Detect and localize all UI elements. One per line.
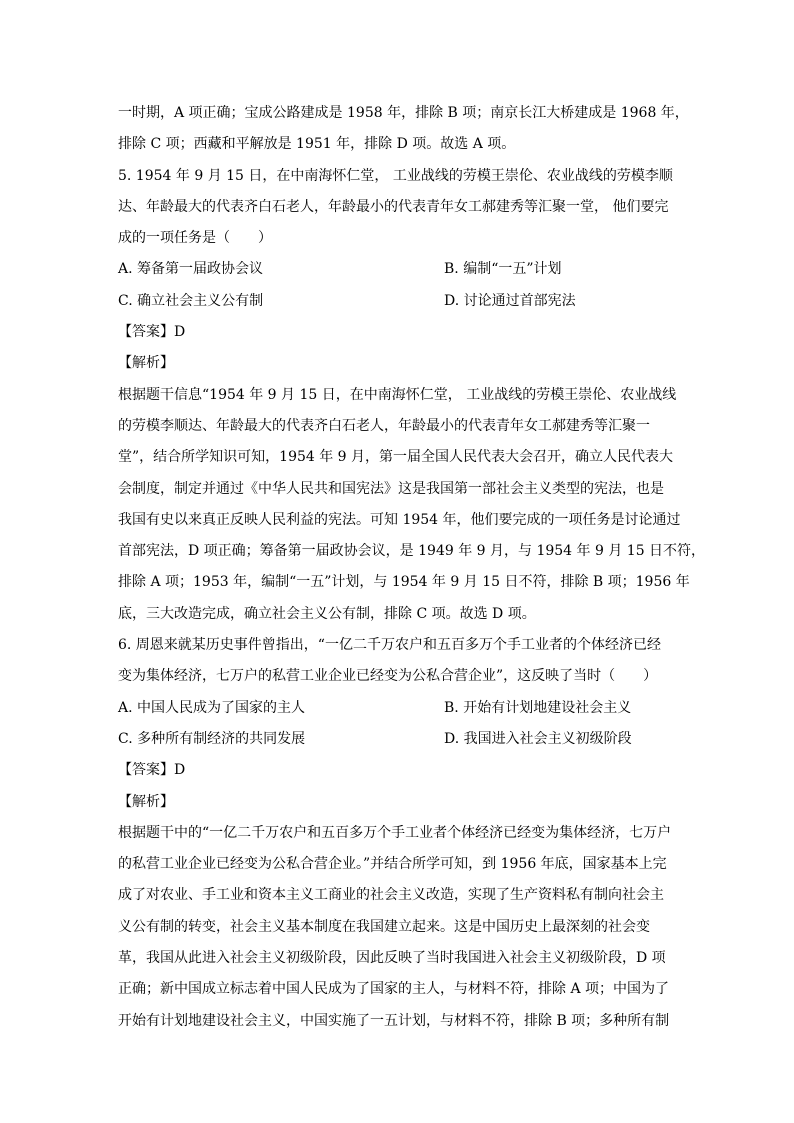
option-b: B. 编制“一五”计划 — [444, 261, 562, 278]
analysis-line: 会制度，制定并通过《中华人民共和国宪法》这是我国第一部社会主义类型的宪法，也是 — [118, 480, 664, 497]
question-5-stem: 5. 1954 年 9 月 15 日，在中南海怀仁堂， 工业战线的劳模王崇伦、农业战线的劳模李顺 — [118, 167, 673, 184]
document-page — [118, 98, 706, 1037]
analysis-line: 成了对农业、手工业和资本主义工商业的社会主义改造，实现了生产资料私有制向社会主 — [118, 887, 664, 904]
question-5-stem: 达、年龄最大的代表齐白石老人，年龄最小的代表青年女工郝建秀等汇聚一堂， 他们要完 — [118, 198, 669, 215]
analysis-line: 正确；新中国成立标志着中国人民成为了国家的主人，与材料不符，排除 A 项；中国为了 — [118, 981, 670, 998]
analysis-line: 首部宪法，D 项正确；筹备第一届政协会议，是 1949 年 9 月，与 1954 年 9 月 15 日不符， — [118, 543, 706, 560]
option-d: D. 讨论通过首部宪法 — [444, 292, 576, 309]
question-6-stem: 6. 周恩来就某历史事件曾指出，“一亿二千万农户和五百多万个手工业者的个体经济已经 — [118, 637, 661, 654]
analysis-label: 【解析】 — [118, 355, 174, 372]
analysis-line: 的私营工业企业已经变为公私合营企业。”并结合所学可知，到 1956 年底，国家基本上完 — [118, 856, 667, 873]
option-b: B. 开始有计划地建设社会主义 — [444, 699, 632, 716]
option-c: C. 多种所有制经济的共同发展 — [118, 730, 306, 747]
question-5-stem: 成的一项任务是（ ） — [118, 230, 272, 247]
option-d: D. 我国进入社会主义初级阶段 — [444, 730, 632, 747]
question-6-options-row — [118, 724, 674, 755]
analysis-line: 义公有制的转变，社会主义基本制度在我国建立起来。这是中国历史上最深刻的社会变 — [118, 918, 650, 935]
analysis-line: 底，三大改造完成，确立社会主义公有制，排除 C 项。故选 D 项。 — [118, 605, 536, 622]
option-c: C. 确立社会主义公有制 — [118, 292, 264, 309]
text-line: 一时期，A 项正确；宝成公路建成是 1958 年，排除 B 项；南京长江大桥建成是 1968 年， — [118, 105, 689, 121]
analysis-line: 堂”，结合所学知识可知，1954 年 9 月，第一届全国人民代表大会召开，确立人民代表大 — [118, 449, 674, 466]
analysis-line: 根据题干中的“一亿二千万农户和五百多万个手工业者个体经济已经变为集体经济，七万户 — [118, 824, 672, 841]
analysis-line: 排除 A 项；1953 年，编制“一五”计划，与 1954 年 9 月 15 日不符，排除 B 项；1956 年 — [118, 574, 690, 591]
question-6-options-row — [118, 693, 674, 724]
answer-label: 【答案】D — [118, 762, 186, 779]
question-5-options-row — [118, 286, 674, 317]
analysis-label: 【解析】 — [118, 793, 174, 810]
analysis-line: 革，我国从此进入社会主义初级阶段，因此反映了当时我国进入社会主义初级阶段，D 项 — [118, 950, 666, 967]
text-line: 排除 C 项；西藏和平解放是 1951 年，排除 D 项。故选 A 项。 — [118, 136, 516, 153]
question-6-stem: 变为集体经济，七万户的私营工业企业已经变为公私合营企业”，这反映了当时（ ） — [118, 668, 658, 685]
option-a: A. 筹备第一届政协会议 — [118, 261, 264, 278]
analysis-line: 的劳模李顺达、年龄最大的代表齐白石老人，年龄最小的代表青年女工郝建秀等汇聚一 — [118, 417, 650, 434]
analysis-line: 开始有计划地建设社会主义，中国实施了一五计划，与材料不符，排除 B 项；多种所有制 — [118, 1012, 670, 1029]
analysis-line: 根据题干信息“1954 年 9 月 15 日，在中南海怀仁堂， 工业战线的劳模王崇伦、农业战线 — [118, 386, 677, 403]
analysis-line: 我国有史以来真正反映人民利益的宪法。可知 1954 年，他们要完成的一项任务是讨论通过 — [118, 511, 681, 528]
option-a: A. 中国人民成为了国家的主人 — [118, 699, 306, 716]
question-5-options-row — [118, 254, 674, 285]
answer-label: 【答案】D — [118, 324, 186, 341]
